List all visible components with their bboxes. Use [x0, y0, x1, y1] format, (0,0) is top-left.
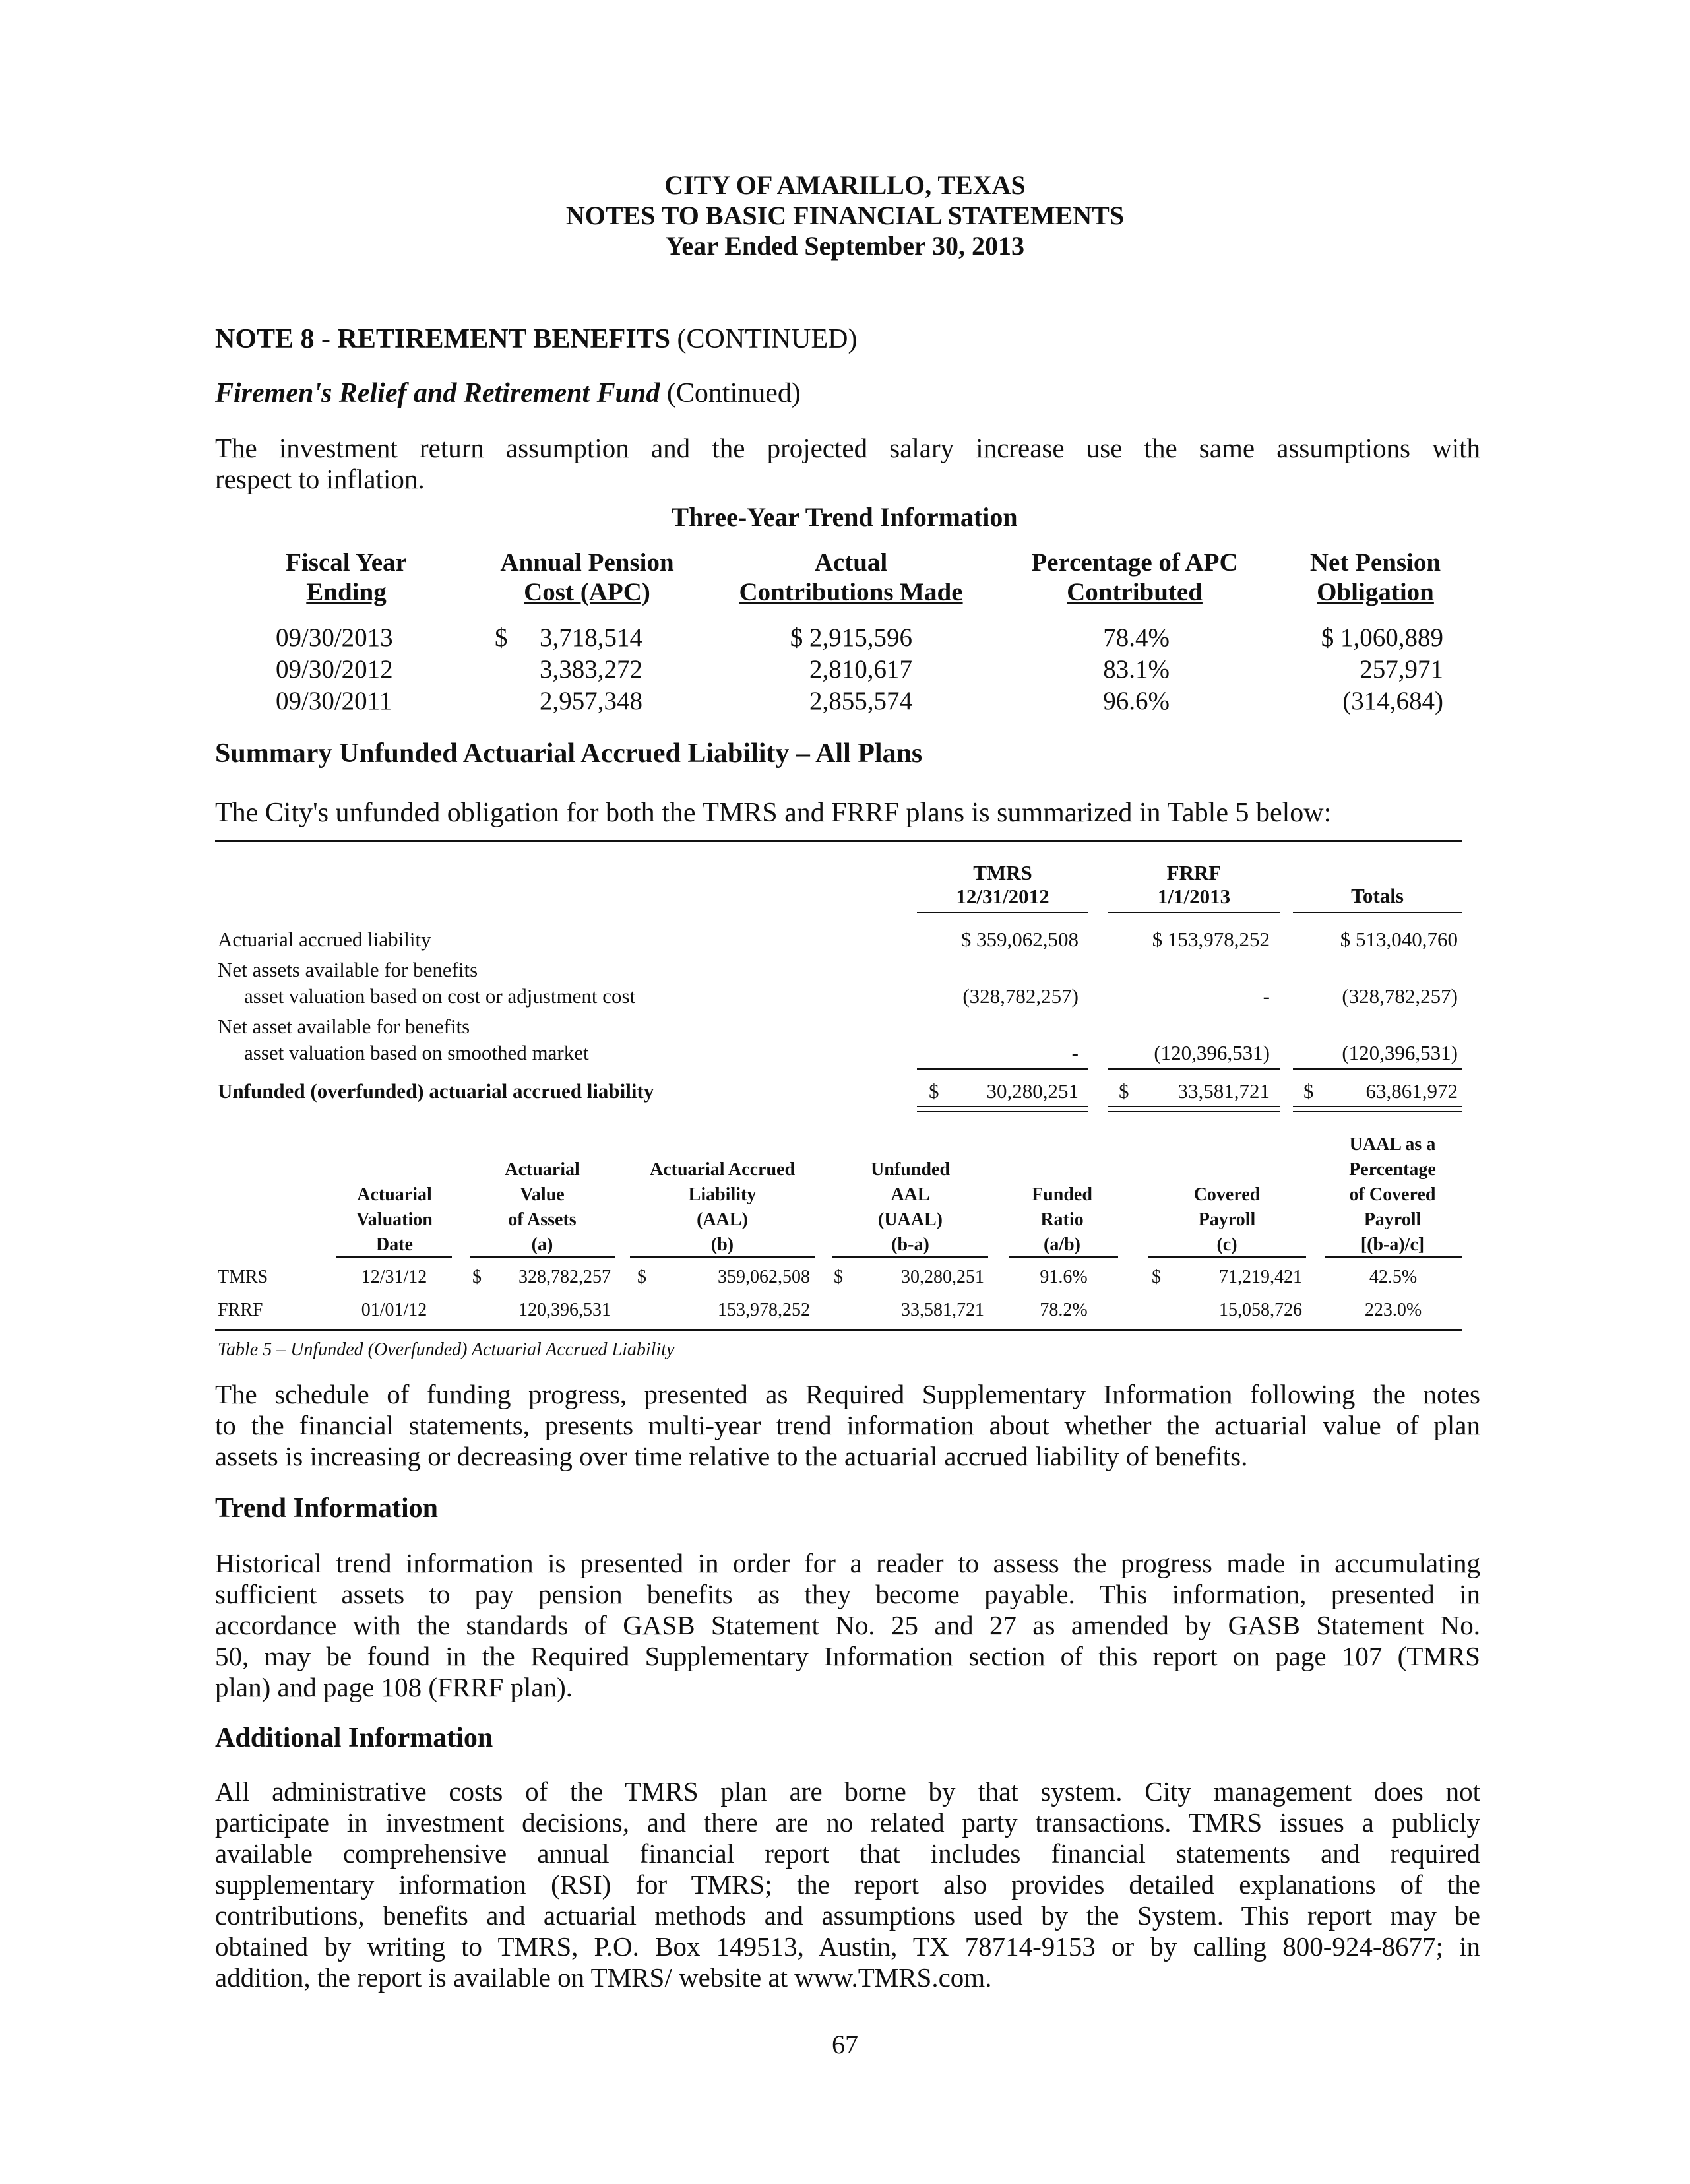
table5a-row-3-tmrs: -	[1071, 1041, 1079, 1064]
table5a-header-tmrs-top: TMRS	[973, 861, 1032, 884]
table5b-header-uaal-line-4: (UAAL)	[878, 1209, 943, 1230]
additional-information-heading: Additional Information	[215, 1723, 493, 1753]
trend-header-percentage-bottom: Contributed	[1067, 578, 1203, 606]
summary-heading: Summary Unfunded Actuarial Accrued Liability – All Plans	[215, 738, 923, 769]
table5b-header-aal-line-2: Actuarial Accrued	[649, 1159, 796, 1180]
table5b-row-frrf-payroll: 15,058,726	[1219, 1300, 1302, 1320]
table5b-row-tmrs-ratio: 91.6%	[1040, 1267, 1088, 1287]
table5b-row-tmrs-aal: 359,062,508	[718, 1267, 810, 1287]
trend-line-1: Historical trend information is presented in order for a reader to assess the progress made in accumulating	[215, 1548, 1480, 1578]
table5a-row-2-frrf: -	[1263, 984, 1270, 1008]
trend-row-1-apc-sign: $	[495, 624, 508, 652]
table5b-header-rule-ratio	[1009, 1256, 1118, 1258]
table5a-row-2-label: Net assets available for benefits	[218, 958, 478, 981]
trend-header-actual	[719, 548, 983, 607]
additional-paragraph	[215, 1776, 1480, 1993]
table5a-header-frrf-bottom: 1/1/2013	[1157, 885, 1231, 908]
table5b-header-ava-line-2: Actuarial	[505, 1159, 580, 1180]
trend-row-2-pct: 83.1%	[1103, 655, 1170, 684]
trend-line-5: plan) and page 108 (FRRF plan).	[215, 1672, 573, 1702]
trend-row-2-apc: 3,383,272	[540, 655, 642, 684]
document-header	[0, 170, 1690, 261]
fund-heading-rest: (Continued)	[660, 378, 801, 408]
table5b-header-payroll-line-4: Payroll	[1198, 1209, 1256, 1230]
table5a-row-2-tmrs: (328,782,257)	[962, 984, 1079, 1008]
trend-header-apc-top: Annual Pension	[500, 548, 674, 577]
table5a-row-4-tmrs: 30,280,251	[986, 1079, 1079, 1103]
table5b-row-tmrs-payroll-sign: $	[1152, 1267, 1161, 1287]
additional-line-5: contributions, benefits and actuarial methods and assumptions used by the System. This report may be	[215, 1900, 1480, 1931]
table5b-row-tmrs-uaal: 30,280,251	[901, 1267, 984, 1287]
trend-line-2: sufficient assets to pay pension benefits as they become payable. This information, presented in	[215, 1579, 1480, 1609]
table5a-header-frrf-top: FRRF	[1166, 861, 1222, 884]
table5a-header-frrf	[1108, 861, 1280, 909]
header-line-2: NOTES TO BASIC FINANCIAL STATEMENTS	[565, 201, 1125, 230]
table5a-header-frrf-rule	[1108, 912, 1280, 913]
table5b-header-uaal-pct-line-2: Percentage	[1349, 1159, 1436, 1180]
table5a-row-2-label-continued: asset valuation based on cost or adjustment cost	[244, 984, 636, 1008]
table5b-header-date	[329, 1132, 460, 1258]
table5b-header-date-line-4: Valuation	[356, 1209, 433, 1230]
trend-header-percentage	[1009, 548, 1260, 607]
summary-intro: The City's unfunded obligation for both the TMRS and FRRF plans is summarized in Table 5 below:	[215, 798, 1332, 828]
trend-table-title: Three-Year Trend Information	[671, 502, 1018, 532]
table5b-row-tmrs-date: 12/31/12	[361, 1267, 427, 1287]
note-heading	[215, 323, 858, 355]
table5a-header-tmrs-bottom: 12/31/2012	[956, 885, 1049, 908]
table5b-header-aal-line-3: Liability	[688, 1184, 757, 1205]
table5a-row-4-frrf: 33,581,721	[1177, 1079, 1270, 1103]
table5a-header-totals-rule	[1293, 912, 1462, 913]
table5a-row-1-total: $ 513,040,760	[1340, 928, 1458, 951]
trend-header-apc	[475, 548, 699, 607]
trend-header-actual-top: Actual	[814, 548, 888, 577]
table5b-header-uaal-pct	[1323, 1132, 1462, 1258]
table5a-total-double-rule-totals	[1293, 1106, 1462, 1112]
trend-line-3: accordance with the standards of GASB Statement No. 25 and 27 as amended by GASB Statement No.	[215, 1610, 1480, 1640]
table5b-row-frrf-aal: 153,978,252	[718, 1300, 810, 1320]
trend-row-1-apc: 3,718,514	[540, 624, 642, 652]
table5a-row-4-tmrs-sign: $	[929, 1079, 939, 1103]
table5b-header-payroll	[1148, 1132, 1306, 1258]
trend-row-2-npo: 257,971	[1360, 655, 1443, 684]
schedule-paragraph	[215, 1379, 1480, 1472]
table5a-header-tmrs	[917, 861, 1088, 909]
table5b-row-tmrs-payroll: 71,219,421	[1219, 1267, 1302, 1287]
table5b-header-uaal-pct-line-4: Payroll	[1363, 1209, 1422, 1230]
trend-paragraph	[215, 1548, 1480, 1703]
table5b-header-payroll-line-2	[1148, 1157, 1306, 1182]
table5b-header-rule-payroll	[1148, 1256, 1306, 1258]
table5b-row-tmrs-aal-sign: $	[637, 1267, 646, 1287]
table5-caption: Table 5 – Unfunded (Overfunded) Actuarial Accrued Liability	[218, 1339, 675, 1360]
trend-row-3-pct: 96.6%	[1103, 687, 1170, 715]
table5b-header-ratio-line-2	[1003, 1157, 1121, 1182]
fund-heading	[215, 377, 801, 409]
table5b-header-ratio-line-4: Ratio	[1040, 1209, 1084, 1230]
trend-header-year-bottom: Ending	[306, 578, 387, 606]
table5a-row-4-frrf-sign: $	[1119, 1079, 1129, 1103]
table5b-header-payroll-line-3: Covered	[1193, 1184, 1261, 1205]
table5b-row-tmrs-ava-sign: $	[472, 1267, 482, 1287]
trend-information-heading: Trend Information	[215, 1493, 438, 1524]
table5a-row-3-frrf: (120,396,531)	[1154, 1041, 1270, 1064]
table5a-row-4-label: Unfunded (overfunded) actuarial accrued liability	[218, 1079, 654, 1103]
trend-row-3-npo: (314,684)	[1342, 687, 1443, 715]
table5b-header-ratio-line-5: (a/b)	[1044, 1235, 1080, 1255]
trend-header-year-top: Fiscal Year	[286, 548, 407, 577]
trend-row-3-apc: 2,957,348	[540, 687, 642, 715]
intro-line-2: respect to inflation.	[215, 464, 425, 494]
table5b-header-ava-line-1	[470, 1132, 615, 1157]
intro-line-1: The investment return assumption and the projected salary increase use the same assumptions with	[215, 433, 1480, 463]
table5b-header-date-line-5: Date	[376, 1235, 413, 1255]
table5b-header-uaal-pct-line-1: UAAL as a	[1349, 1134, 1436, 1155]
table5b-header-date-line-3: Actuarial	[357, 1184, 432, 1205]
table5b-header-aal-line-4: (AAL)	[697, 1209, 748, 1230]
table5a-total-double-rule-tmrs	[917, 1106, 1088, 1112]
table5b-header-payroll-line-5: (c)	[1216, 1235, 1237, 1255]
table5b-header-payroll-line-1	[1148, 1132, 1306, 1157]
table5a-row-4-total-sign: $	[1303, 1079, 1314, 1103]
trend-header-npo-top: Net Pension	[1309, 548, 1441, 577]
table5b-header-ava	[470, 1132, 615, 1258]
table5a-subtotal-rule-tmrs	[917, 1068, 1088, 1070]
table5b-header-uaal-pct-line-5: [(b-a)/c]	[1360, 1235, 1425, 1255]
table5b-header-uaal	[831, 1132, 989, 1258]
table5a-row-1-label: Actuarial accrued liability	[218, 928, 431, 951]
table5-bottom-rule	[215, 1329, 1462, 1331]
trend-header-year	[244, 548, 449, 607]
table5a-subtotal-rule-totals	[1293, 1068, 1462, 1070]
trend-row-1-year: 09/30/2013	[276, 624, 393, 652]
table5b-header-ava-line-4: of Assets	[508, 1209, 577, 1230]
table5b-header-uaal-line-5: (b-a)	[891, 1235, 929, 1255]
table5b-header-ava-line-5: (a)	[531, 1235, 553, 1255]
table5b-header-date-line-2	[329, 1157, 460, 1182]
table5b-row-frrf-ratio: 78.2%	[1040, 1300, 1088, 1320]
table5a-row-3-total: (120,396,531)	[1342, 1041, 1458, 1064]
page-number: 67	[832, 2030, 858, 2059]
intro-paragraph	[215, 433, 1480, 495]
table5b-row-frrf-uaal: 33,581,721	[901, 1300, 984, 1320]
table5a-total-double-rule-frrf	[1108, 1106, 1280, 1112]
table5b-row-tmrs-uaal-sign: $	[834, 1267, 843, 1287]
table5b-row-tmrs-plan: TMRS	[218, 1267, 268, 1287]
table5b-header-rule-ava	[470, 1256, 615, 1258]
table5b-row-frrf-date: 01/01/12	[361, 1300, 427, 1320]
table5b-header-rule-aal	[630, 1256, 815, 1258]
additional-line-6: obtained by writing to TMRS, P.O. Box 149513, Austin, TX 78714-9153 or by calling 800-924-8677; in	[215, 1931, 1480, 1962]
table5a-row-2-total: (328,782,257)	[1342, 984, 1458, 1008]
table5a-subtotal-rule-frrf	[1108, 1068, 1280, 1070]
table5-top-rule	[215, 840, 1462, 842]
additional-line-4: supplementary information (RSI) for TMRS; the report also provides detailed explanations of the	[215, 1869, 1480, 1900]
table5a-row-1-frrf: $ 153,978,252	[1152, 928, 1270, 951]
trend-row-1-actual: $ 2,915,596	[790, 624, 912, 652]
trend-row-1-pct: 78.4%	[1103, 624, 1170, 652]
additional-line-3: available comprehensive annual financial report that includes financial statements and required	[215, 1838, 1480, 1869]
trend-header-npo-bottom: Obligation	[1317, 578, 1434, 606]
fund-heading-italic: Firemen's Relief and Retirement Fund	[215, 378, 660, 408]
table5b-row-frrf-ava: 120,396,531	[518, 1300, 611, 1320]
table5b-header-uaal-pct-line-3: of Covered	[1349, 1184, 1436, 1205]
table5a-header-tmrs-rule	[917, 912, 1088, 913]
trend-header-percentage-top: Percentage of APC	[1031, 548, 1238, 577]
table5a-header-totals	[1293, 884, 1462, 908]
note-heading-rest: (CONTINUED)	[670, 324, 858, 354]
trend-header-npo	[1280, 548, 1471, 607]
table5b-row-frrf-plan: FRRF	[218, 1300, 263, 1320]
table5b-header-rule-uaal-pct	[1325, 1256, 1462, 1258]
additional-line-1: All administrative costs of the TMRS plan are borne by that system. City management does not	[215, 1776, 1480, 1807]
additional-line-2: participate in investment decisions, and there are no related party transactions. TMRS issues a publicly	[215, 1807, 1480, 1838]
table5b-header-ratio-line-1	[1003, 1132, 1121, 1157]
table5a-row-3-label: Net asset available for benefits	[218, 1015, 470, 1038]
trend-header-apc-bottom: Cost (APC)	[524, 578, 650, 606]
table5b-header-uaal-line-2: Unfunded	[871, 1159, 950, 1180]
trend-row-1-npo: $ 1,060,889	[1321, 624, 1443, 652]
table5b-header-uaal-line-3: AAL	[891, 1184, 930, 1205]
note-heading-bold: NOTE 8 - RETIREMENT BENEFITS	[215, 324, 671, 354]
table5b-row-tmrs-pct: 42.5%	[1369, 1267, 1418, 1287]
table5b-header-ava-line-3: Value	[520, 1184, 565, 1205]
table5b-header-rule-date	[336, 1256, 452, 1258]
additional-line-7: addition, the report is available on TMRS/ website at www.TMRS.com.	[215, 1962, 992, 1993]
trend-line-4: 50, may be found in the Required Supplementary Information section of this report on page 107 (TMRS	[215, 1641, 1480, 1671]
table5b-header-ratio-line-3: Funded	[1032, 1184, 1092, 1205]
trend-header-actual-bottom: Contributions Made	[739, 578, 963, 606]
table5b-header-date-line-1	[329, 1132, 460, 1157]
table5a-row-3-label-continued: asset valuation based on smoothed market	[244, 1041, 589, 1064]
schedule-line-1: The schedule of funding progress, presented as Required Supplementary Information following the notes	[215, 1379, 1480, 1409]
table5b-header-aal-line-1	[627, 1132, 818, 1157]
table5a-row-1-tmrs: $ 359,062,508	[960, 928, 1079, 951]
table5b-row-tmrs-ava: 328,782,257	[518, 1267, 611, 1287]
table5a-row-4-total: 63,861,972	[1365, 1079, 1458, 1103]
trend-row-3-actual: 2,855,574	[809, 687, 912, 715]
schedule-line-2: to the financial statements, presents multi-year trend information about whether the actuarial value of plan	[215, 1410, 1480, 1440]
trend-row-2-year: 09/30/2012	[276, 655, 393, 684]
table5b-header-rule-uaal	[832, 1256, 988, 1258]
trend-row-2-actual: 2,810,617	[809, 655, 912, 684]
table5b-header-uaal-line-1	[831, 1132, 989, 1157]
header-line-1: CITY OF AMARILLO, TEXAS	[664, 170, 1026, 200]
table5b-header-aal-line-5: (b)	[710, 1235, 734, 1255]
schedule-line-3: assets is increasing or decreasing over time relative to the actuarial accrued liability of benefits.	[215, 1441, 1248, 1471]
trend-row-3-year: 09/30/2011	[276, 687, 392, 715]
table5b-header-ratio	[1003, 1132, 1121, 1258]
table5a-header-totals-label: Totals	[1351, 884, 1404, 907]
header-line-3: Year Ended September 30, 2013	[665, 231, 1025, 261]
table5b-row-frrf-pct: 223.0%	[1364, 1300, 1422, 1320]
table5b-header-aal	[627, 1132, 818, 1258]
